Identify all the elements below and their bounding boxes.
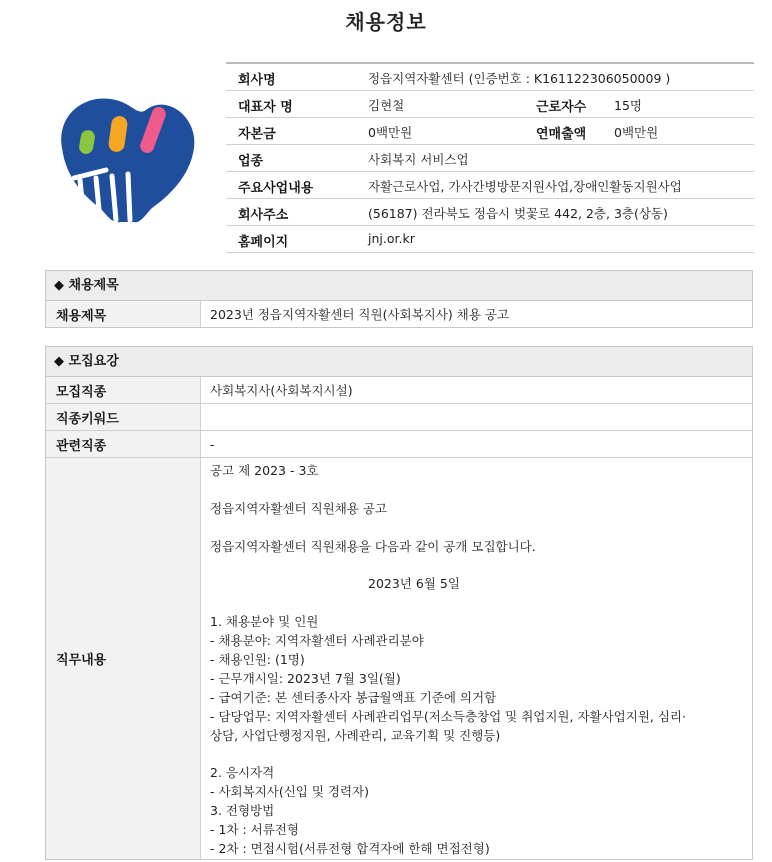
duty-line: 상담, 사업단행정지원, 사례관리, 교육기획 및 진행등) <box>210 727 501 743</box>
page-title: 채용정보 <box>345 10 427 34</box>
keyword-value <box>201 404 752 430</box>
duty-line: - 근무개시일: 2023년 7월 3일(월) <box>210 670 401 686</box>
duty-line: - 채용분야: 지역자활센터 사례관리분야 <box>210 633 424 649</box>
industry-label: 업종 <box>238 154 264 169</box>
job-type-row <box>46 377 752 404</box>
company-name-value: 정읍지역자활센터 (인증번호 : K161122306050009 ) <box>368 71 671 86</box>
company-name-label: 회사명 <box>238 73 276 88</box>
recruit-title-row <box>46 301 752 327</box>
duty-line: 2. 응시자격 <box>210 765 275 781</box>
company-logo <box>54 86 200 226</box>
duty-line <box>210 557 752 576</box>
related-value: - <box>210 436 215 452</box>
employees-value: 15명 <box>614 98 642 113</box>
duty-line: - 1차 : 서류전형 <box>210 822 299 838</box>
employees-label: 근로자수 <box>536 100 587 115</box>
requirements-header: ◆ 모집요강 <box>46 347 752 377</box>
company-name-row <box>226 64 754 91</box>
capital-value: 0백만원 <box>368 125 413 140</box>
homepage-link[interactable]: jnj.or.kr <box>368 231 415 246</box>
duty-line: 1. 채용분야 및 인원 <box>210 614 319 630</box>
duty-line: - 급여기준: 본 센터종사자 봉급월액표 기준에 의거함 <box>210 689 497 705</box>
homepage-label: 홈페이지 <box>238 235 289 250</box>
business-value: 자활근로사업, 가사간병방문지원사업,장애인활동지원사업 <box>368 179 682 194</box>
ceo-row <box>226 91 754 118</box>
capital-row <box>226 118 754 145</box>
address-row <box>226 199 754 226</box>
duty-label: 직무내용 <box>46 458 201 859</box>
recruit-title-label: 채용제목 <box>46 301 201 327</box>
duty-line <box>210 594 752 613</box>
duty-line <box>210 519 752 538</box>
duty-line: 정읍지역자활센터 직원채용을 다음과 같이 공개 모집합니다. <box>210 538 536 554</box>
related-row <box>46 431 752 458</box>
duty-line-date: 2023년 6월 5일 <box>368 576 460 592</box>
duty-line: - 2차 : 면접시험(서류전형 합격자에 한해 면접전형) <box>210 841 490 857</box>
requirements-section <box>45 346 753 860</box>
duty-row <box>46 458 752 859</box>
duty-line: 3. 전형방법 <box>210 803 275 819</box>
address-value: (56187) 전라북도 정읍시 벚꽃로 442, 2층, 3층(상동) <box>368 206 668 221</box>
recruit-title-section <box>45 270 753 328</box>
duty-line: 정읍지역자활센터 직원채용 공고 <box>210 500 387 516</box>
sales-value: 0백만원 <box>614 125 659 140</box>
duty-line: - 담당업무: 지역자활센터 사례관리업무(저소득층창업 및 취업지원, 자활사업지원, 심리· <box>210 708 686 724</box>
company-info-table <box>226 62 754 253</box>
company-logo-icon <box>54 86 200 226</box>
job-type-value: 사회복지사(사회복지시설) <box>210 383 353 398</box>
recruit-title-value: 2023년 정읍지역자활센터 직원(사회복지사) 채용 공고 <box>210 307 509 322</box>
duty-line: 공고 제 2023 - 3호 <box>210 463 319 478</box>
business-label: 주요사업내용 <box>238 181 314 196</box>
homepage-row <box>226 226 754 253</box>
ceo-value: 김현철 <box>368 98 405 113</box>
related-label: 관련직종 <box>46 431 201 457</box>
recruit-title-header: ◆ 채용제목 <box>46 271 752 301</box>
duty-line <box>210 746 752 765</box>
sales-label: 연매출액 <box>536 127 587 142</box>
address-label: 회사주소 <box>238 208 289 223</box>
duty-content <box>201 458 752 859</box>
ceo-label: 대표자 명 <box>238 100 293 115</box>
keyword-row <box>46 404 752 431</box>
duty-line <box>210 481 752 500</box>
industry-value: 사회복지 서비스업 <box>368 152 469 167</box>
job-type-label: 모집직종 <box>46 377 201 403</box>
capital-label: 자본금 <box>238 127 276 142</box>
duty-line: - 사회복지사(신입 및 경력자) <box>210 784 370 800</box>
industry-row <box>226 145 754 172</box>
duty-line: - 채용인원: (1명) <box>210 652 305 667</box>
business-row <box>226 172 754 199</box>
keyword-label: 직종키워드 <box>46 404 201 430</box>
